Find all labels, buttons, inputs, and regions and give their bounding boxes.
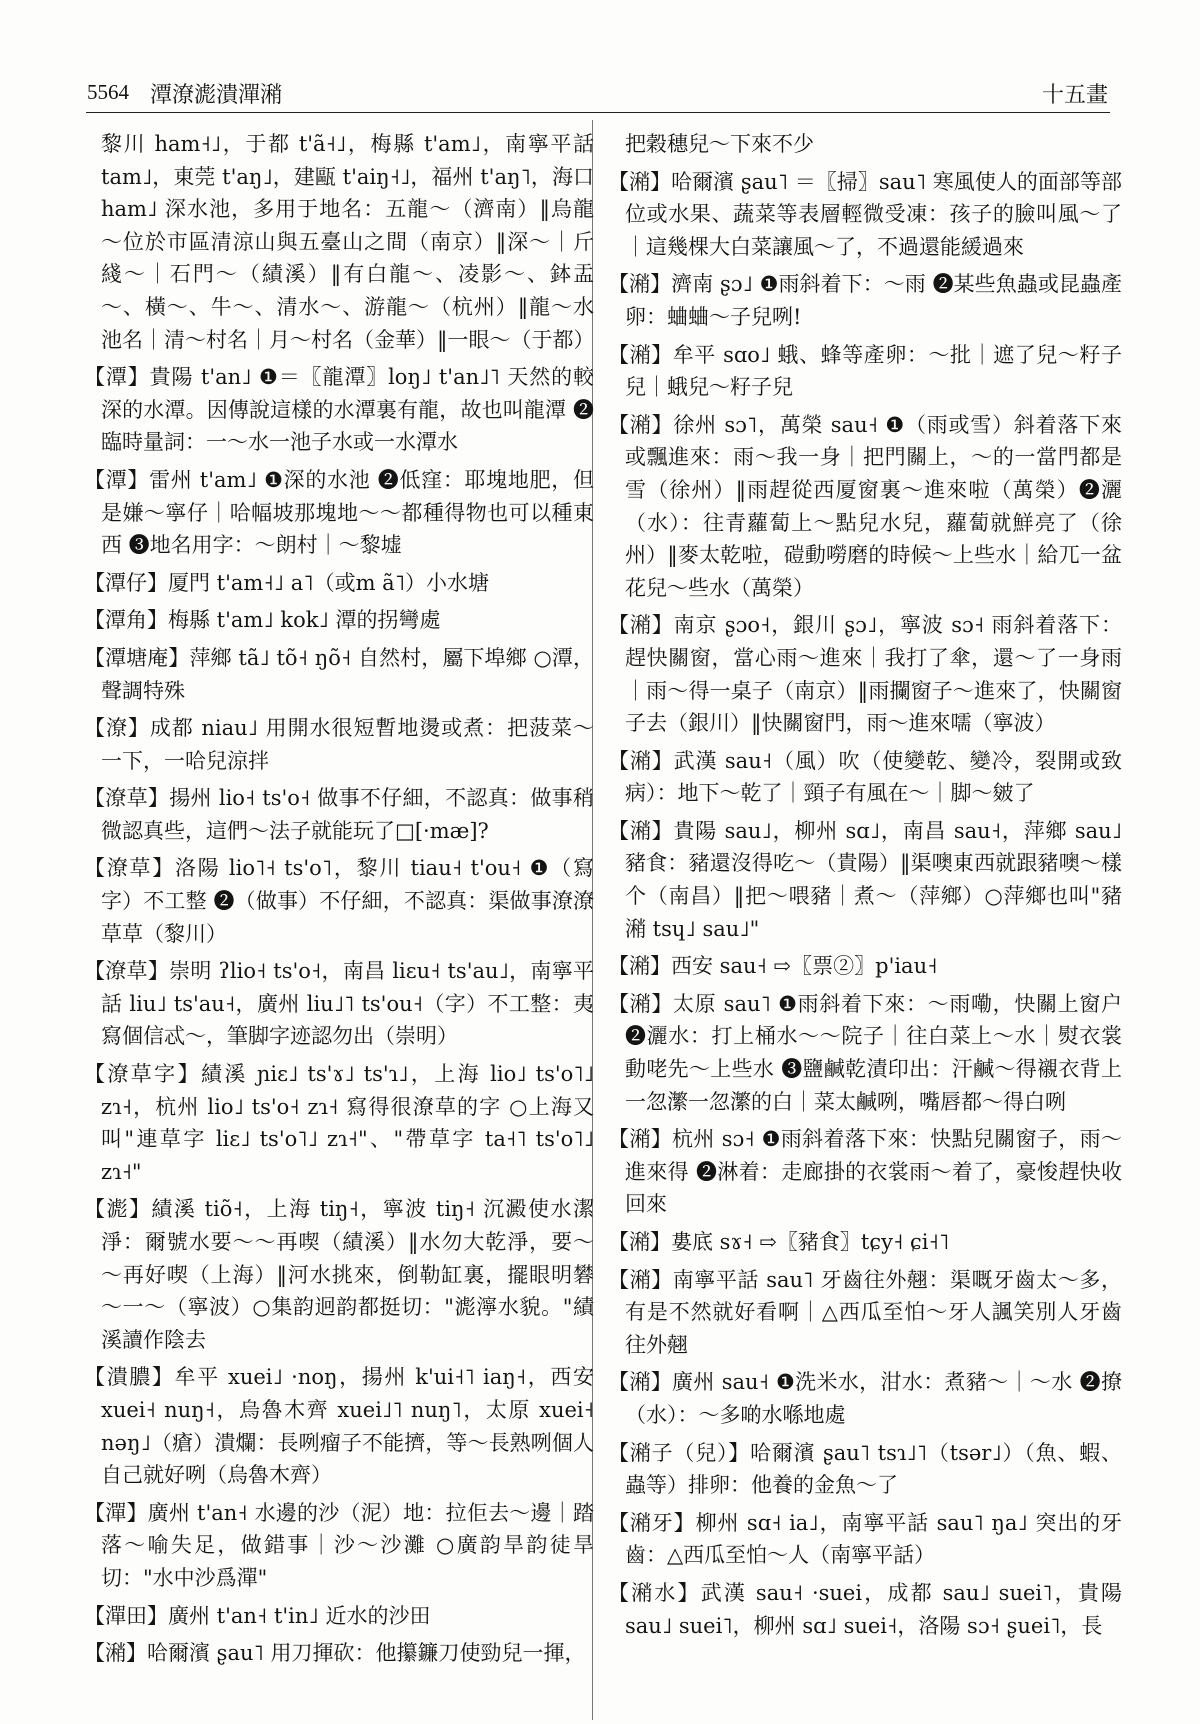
dictionary-entry: 【潭塘庵】萍鄉 tã˩ tõ˧ ŋõ˧ 自然村，屬下埠鄉 ○潭，聲調特殊 [84,645,594,703]
dictionary-entry: 【潲牙】柳州 sɑ˧ ia˩，南寧平話 sau˥ ŋa˩ 突出的牙齒：△西瓜至怕～人（南寧平話） [608,1510,1122,1568]
dictionary-entry: 【潬田】廣州 t'an˧ t'in˩ 近水的沙田 [84,1603,431,1628]
dictionary-entry: 【潭】貴陽 t'an˩ ❶＝〖龍潭〗loŋ˩ t'an˩˥ 天然的較深的水潭。因傳說這樣的水潭裏有龍，故也叫龍潭 ❷臨時量詞：一～水一池子水或一水潭水 [84,365,594,455]
dictionary-entry: 【潬】廣州 t'an˧ 水邊的沙（泥）地：拉佢去～邊｜踏落～喻失足，做錯事｜沙～沙灘 ○廣韵旱韵徒旱切："水中沙爲潬" [84,1500,594,1590]
dictionary-entry: 【潲】婁底 sɤ˧ ⇨〖豬食〗tɕy˧ ɕi˧˥ [608,1230,950,1254]
dictionary-entry: 【潲】哈爾濱 ʂau˥ ＝〖掃〗sau˥ 寒風使人的面部等部位或水果、蔬菜等表層輕微受凍：孩子的臉叫風～了｜這幾棵大白菜讓風～了，不過還能緩過來 [608,169,1122,259]
dictionary-entry: 【潲】徐州 sɔ˥，萬榮 sau˧ ❶（雨或雪）斜着落下來或飄進來：雨～我一身｜把門關上，～的一當門都是雪（徐州）‖雨趕從西厦窗裏～進來啦（萬榮）❷灑（水）：往青蘿蔔上～點兒水兒，蘿蔔就鮮亮了（徐州）‖麥太乾啦，磑動嘮磨的時候～上些水｜給兀一盆花兒～些水（萬榮） [608,412,1122,600]
header-rule [86,112,1110,113]
section-label: 十五畫 [1041,83,1108,108]
dictionary-entry: 把穀穗兒～下來不少 [625,132,814,156]
dictionary-entry: 【潲】廣州 sau˧ ❶洗米水，泔水：煮豬～｜～水 ❷撩（水）：～多啲水喺地處 [608,1370,1122,1427]
dictionary-entry: 【潲】武漢 sau˧（風）吹（使變乾、變冷，裂開或致病）：地下～乾了｜頸子有風在～｜脚～皴了 [608,748,1122,806]
dictionary-entry: 【潦】成都 niau˩ 用開水很短暫地燙或煮：把菠菜～一下，一哈兒涼拌 [84,716,594,773]
dictionary-entry: 【潭角】梅縣 t'am˩ kok˩ 潭的拐彎處 [84,608,441,633]
dictionary-entry: 【潲】南京 ʂɔo˧，銀川 ʂɔ˩，寧波 sɔ˧ 雨斜着落下：趕快關窗，當心雨～進來｜我打了傘，還～了一身雨｜雨～得一桌子（南京）‖雨攔窗子～進來了，快關窗子去（銀川）‖快關窗門，雨～進來嚅（寧波） [608,613,1122,736]
dictionary-entry: 【潦草】揚州 lio˧ ts'o˧ 做事不仔細，不認真：做事稍微認真些，這們～法子就能玩了□[·mæ]? [84,786,594,843]
dictionary-entry: 【潭仔】厦門 t'am˧˩ a˥（或m ã˥）小水塘 [84,570,490,595]
dictionary-entry: 【潭】雷州 t'am˩ ❶深的水池 ❷低窪：耶塊地肥，但是嫌～寧仔｜哈幅坡那塊地～～都種得物也可以種東西 ❸地名用字：～朗村｜～黎墟 [84,467,594,558]
page-number: 5564 [87,80,129,104]
dictionary-entry: 【潲】貴陽 sau˩，柳州 sɑ˩，南昌 sau˧，萍鄉 sau˩ 豬食：豬還沒得吃～（貴陽）‖渠噢東西就跟豬噢～樣个（南昌）‖把～喂豬｜煮～（萍鄉）○萍鄉也叫"豬潲 tsɥ˩ sau˩" [608,818,1122,941]
dictionary-entry: 【潦草】崇明 ʔlio˧ ts'o˧，南昌 liɛu˧ ts'au˩，南寧平話 liu˩ ts'au˧，廣州 liu˩˥ ts'ou˧（字）不工整：夷寫個信忒～，筆脚字迹認勿出（崇明） [84,959,594,1049]
dictionary-entry: 【潦草字】績溪 ɲiɛ˩ ts'ɤ˩ ts'ɿ˩，上海 lio˩ ts'o˥˩ zɿ˧，杭州 lio˩ ts'o˧ zɿ˧ 寫得很潦草的字 ○上海又叫"連草字 liɛ˩ ts'o˥˩ zɿ˧"、"帶草字 ta˧˥ ts'o˥˩ zɿ˧" [84,1062,594,1184]
running-head-characters: 潭潦滮潰潬潲 [150,83,283,108]
dictionary-entry: 【潲】牟平 sɑo˩ 蛾、蜂等產卵：～批｜遮了兒～籽子兒｜蛾兒～籽子兒 [608,342,1122,400]
right-column [606,128,1122,1647]
dictionary-entry: 【滮】績溪 tiõ˧，上海 tiŋ˧，寧波 tiŋ˧ 沉澱使水潔淨：爾號水要～～再喫（績溪）‖水勿大乾淨，要～～再好喫（上海）‖河水挑來，倒勒缸裏，擺眼明礬～一～（寧波）○集韵迥韵都挺切："滮濘水貌。"績溪讀作陰去 [84,1197,594,1352]
dictionary-entry: 【潲】杭州 sɔ˧ ❶雨斜着落下來：快點兒關窗子，雨～進來得 ❷淋着：走廊掛的衣裳雨～着了，豪悛趕快收回來 [608,1127,1122,1217]
dictionary-entry: 【潲】西安 sau˧ ⇨〖票②〗p'iau˧ [608,954,938,979]
dictionary-entry: 【潲】太原 sau˥ ❶雨斜着下來：～雨嘞，快關上窗户 ❷灑水：打上桶水～～院子｜往白菜上～水｜熨衣裳動咾先～上些水 ❸鹽鹹乾漬印出：汗鹹～得襯衣背上一忽瀿一忽瀿的白｜菜太鹹咧，嘴唇都～得白咧 [608,991,1122,1114]
dictionary-entry: 【潲水】武漢 sau˧ ·suei，成都 sau˩ suei˥，貴陽 sau˩ suei˥，柳州 sɑ˩ suei˧，洛陽 sɔ˧ ʂuei˥，長 [608,1580,1122,1638]
dictionary-entry: 【潰膿】牟平 xuei˩ ·noŋ，揚州 k'ui˧˥ iaŋ˧，西安 xuei˧ nuŋ˧，烏魯木齊 xuei˩˥ nuŋ˥，太原 xuei˧ nəŋ˩（瘡）潰爛：長咧瘤子不能擠，等～長熟咧個人自己就好咧（烏魯木齊） [84,1365,594,1488]
dictionary-entry: 【潲】濟南 ʂɔ˩ ❶雨斜着下：～雨 ❷某些魚蟲或昆蟲產卵：蛐蛐～子兒咧! [608,272,1122,329]
left-column [82,128,594,1675]
dictionary-entry: 【潦草】洛陽 lio˥˧ ts'o˥，黎川 tiau˧ t'ou˧ ❶（寫字）不工整 ❷（做事）不仔細，不認真：渠做事潦潦草草（黎川） [84,856,594,946]
dictionary-entry: 【潲】哈爾濱 ʂau˥ 用刀揮砍：他攥鐮刀使勁兒一揮， [84,1641,586,1666]
dictionary-entry: 【潲】南寧平話 sau˥ 牙齒往外翹：渠嘅牙齒太～多，有是不然就好看啊｜△西瓜至怕～牙人諷笑別人牙齒往外翹 [608,1267,1122,1357]
dictionary-entry: 黎川 ham˧˩，于都 t'ã˧˩，梅縣 t'am˩，南寧平話 tam˩，東莞 t'aŋ˩，建甌 t'aiŋ˧˩，福州 t'aŋ˥，海口 ham˩ 深水池，多用于地名：五龍～（濟南）‖烏龍～位於市區清涼山與五臺山之間（南京）‖深～｜斤綫～｜石門～（績溪）‖有白龍～、凌影～、鉢盂～、橫～、牛～、清水～、游龍～（杭州）‖龍～水池名｜清～村名｜月～村名（金華）‖一眼～（于都） [101,132,595,352]
dictionary-entry: 【潲子（兒）】哈爾濱 ʂau˥ tsɿ˩˥（tsər˩）（魚、蝦、蟲等）排卵：他養的金魚～了 [608,1440,1122,1498]
